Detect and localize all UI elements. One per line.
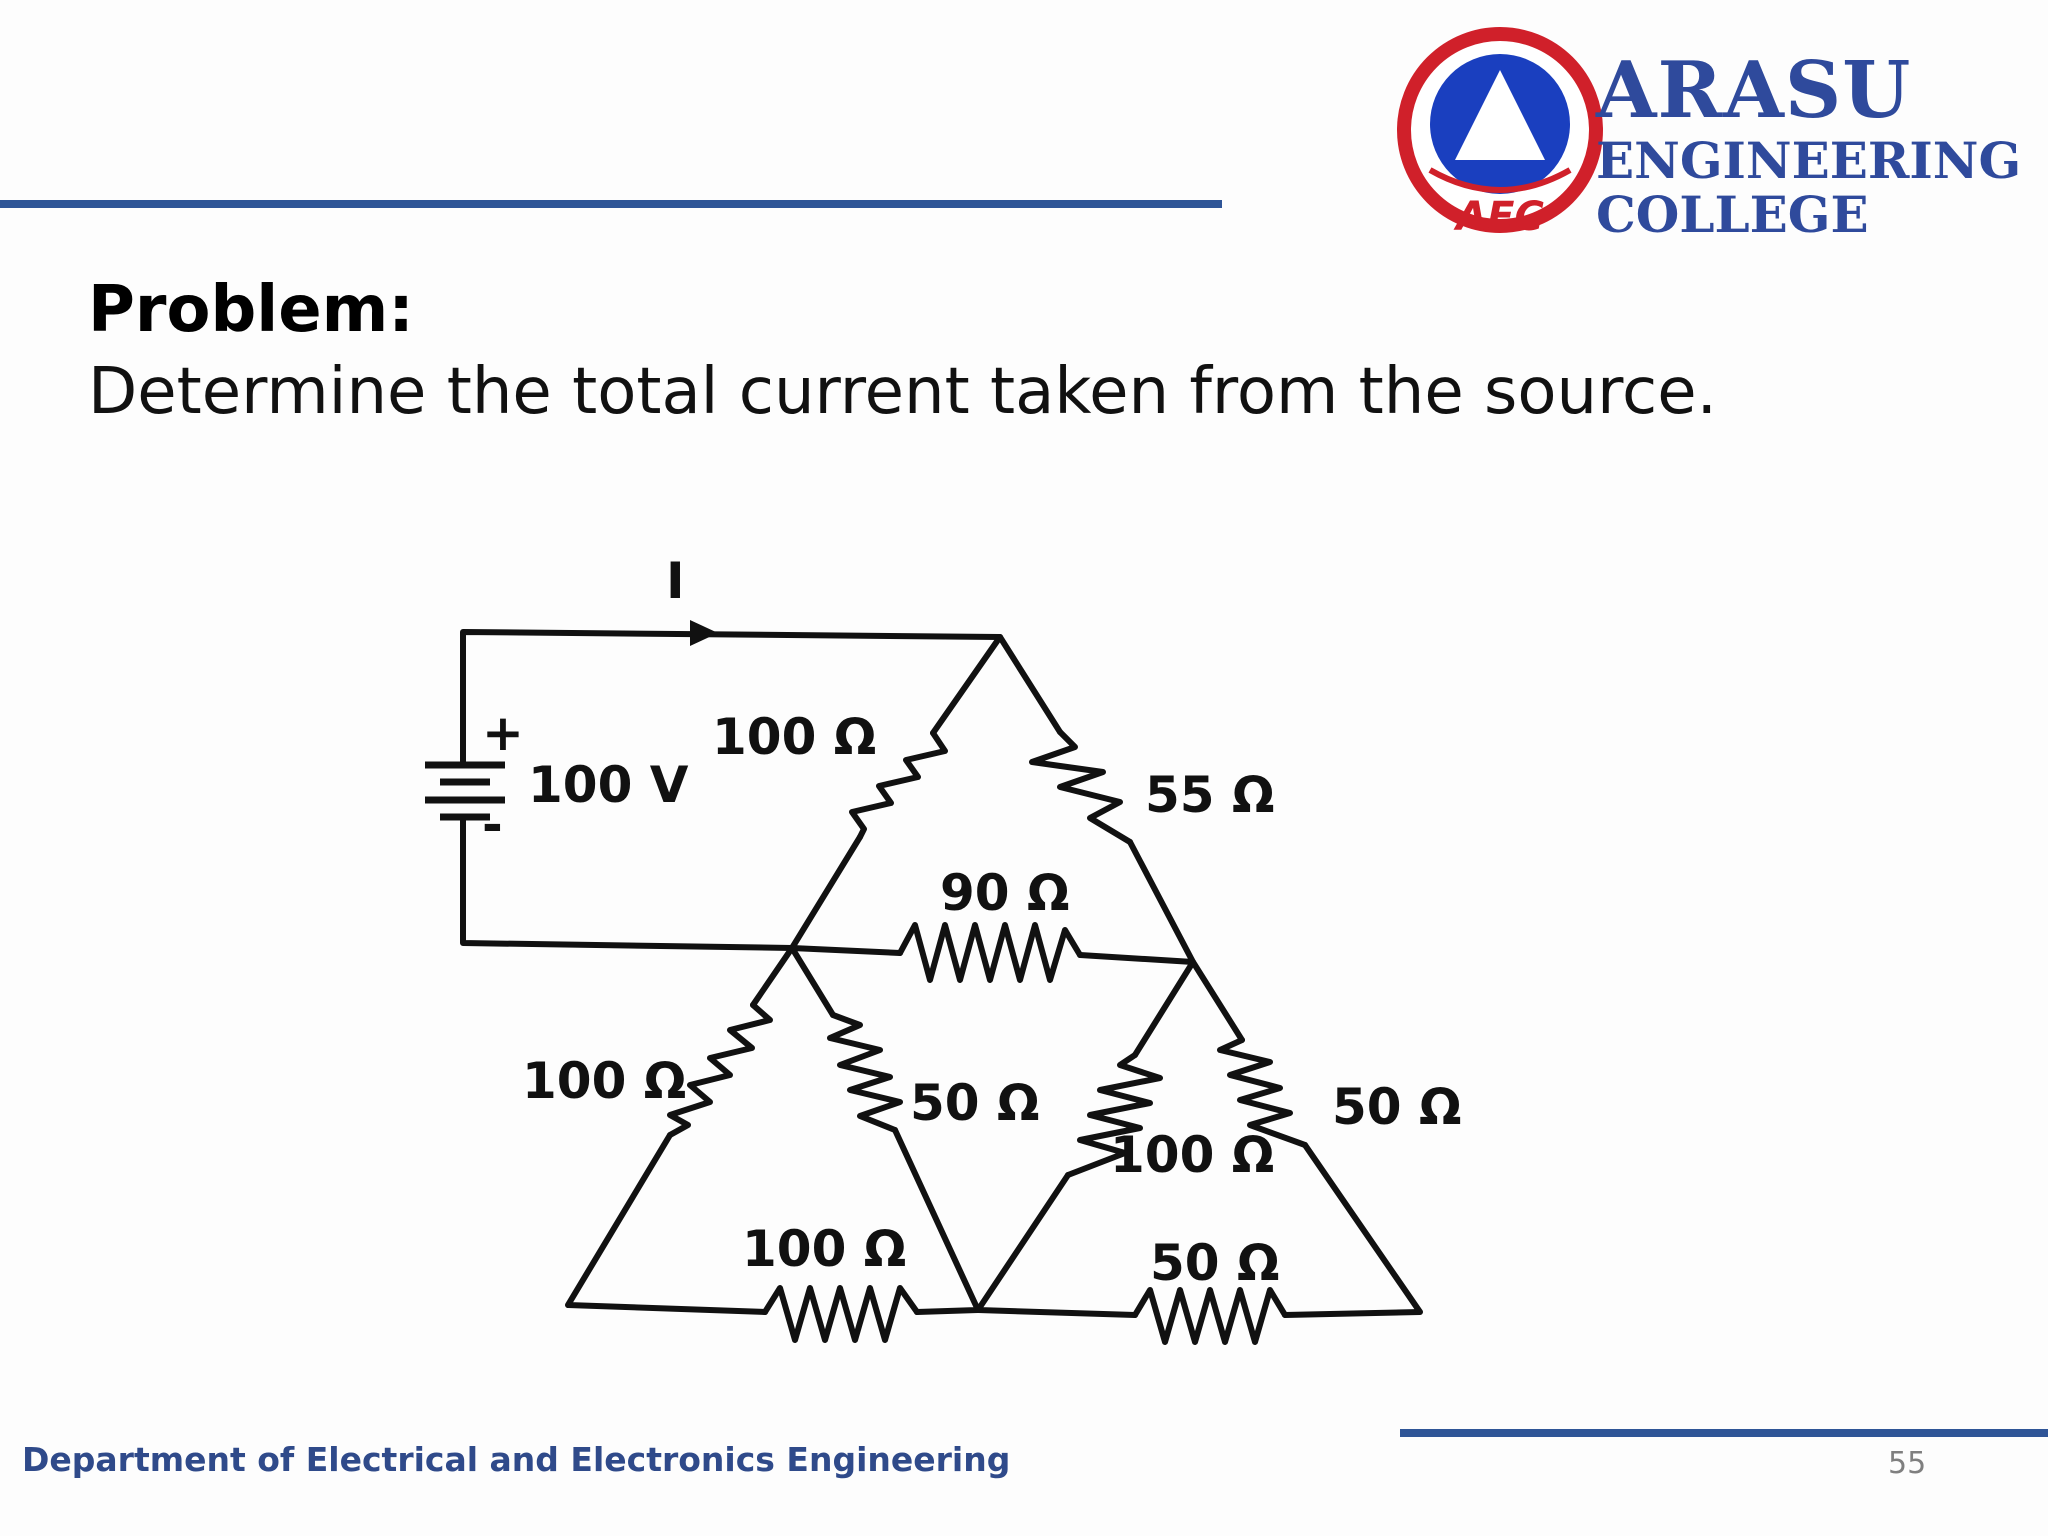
logo-word-arasu: ARASU <box>1596 45 1912 136</box>
college-logo <box>1390 20 2030 244</box>
resistor-label: 100 Ω <box>1110 1126 1275 1184</box>
resistor-label: 50 Ω <box>1332 1078 1462 1136</box>
logo-word-engineering: ENGINEERING <box>1596 131 2022 190</box>
page-number: 55 <box>1888 1446 1927 1481</box>
circuit-wires <box>463 632 1420 1315</box>
college-seal-icon <box>1390 20 1610 240</box>
current-arrow-icon <box>690 620 718 646</box>
source-voltage-label: 100 V <box>528 756 689 814</box>
problem-statement: Determine the total current taken from the source. <box>88 355 1717 429</box>
source-plus-label: + <box>482 704 524 762</box>
resistor-label: 100 Ω <box>522 1052 687 1110</box>
resistor-label: 50 Ω <box>1150 1234 1280 1292</box>
resistor-50-center <box>830 1015 900 1130</box>
seal-abbrev: AEC <box>1456 194 1544 240</box>
circuit-diagram <box>400 550 1500 1370</box>
resistor-100-bottom <box>765 1288 917 1340</box>
resistor-label: 100 Ω <box>712 708 877 766</box>
resistor-label: 55 Ω <box>1145 766 1275 824</box>
department-name: Department of Electrical and Electronics Engineering <box>22 1440 1011 1479</box>
resistor-55 <box>1032 732 1130 842</box>
current-label: I <box>666 552 685 610</box>
resistor-50-bottom <box>1135 1290 1285 1342</box>
resistor-label: 100 Ω <box>742 1220 907 1278</box>
problem-heading: Problem: <box>88 273 414 347</box>
resistor-label: 50 Ω <box>910 1074 1040 1132</box>
source-minus-label: - <box>482 796 503 854</box>
resistor-label: 90 Ω <box>940 864 1070 922</box>
header-rule <box>0 200 1222 208</box>
resistor-90 <box>900 925 1080 980</box>
footer-rule <box>1400 1429 2048 1437</box>
college-name <box>1596 45 2022 244</box>
logo-word-college: COLLEGE <box>1596 185 1869 244</box>
